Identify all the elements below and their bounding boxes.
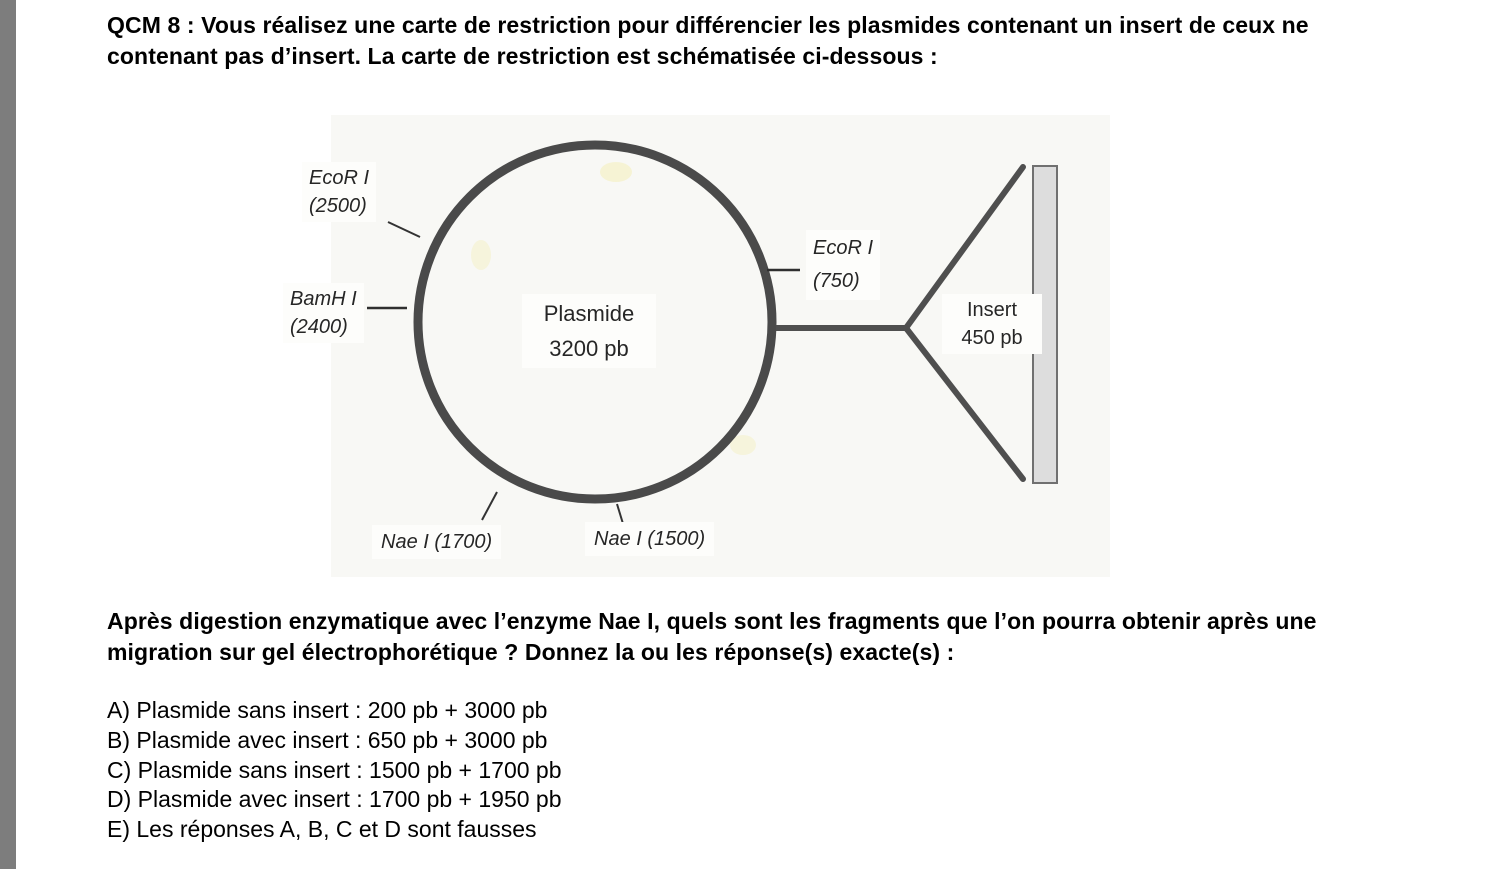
label-insert-name: Insert — [966, 299, 1018, 321]
question-statement-line2: contenant pas d’insert. La carte de restriction est schématisée ci-dessous : — [107, 43, 938, 69]
label-bamh1-2400-pos: (2400) — [290, 316, 348, 338]
question-statement — [107, 10, 1309, 72]
ecor1-2500-tick — [388, 222, 420, 237]
label-ecor1-750 — [806, 230, 880, 300]
label-ecor1-750-pos: (750) — [813, 270, 860, 292]
label-plasmid — [522, 294, 656, 368]
option-e: E) Les réponses A, B, C et D sont fausses — [107, 816, 537, 843]
page-edge-strip — [0, 0, 16, 869]
answer-options — [107, 696, 562, 845]
question-prompt — [107, 606, 1317, 668]
question-prompt-line1: Après digestion enzymatique avec l’enzyme Nae I, quels sont les fragments que l’on pourra obtenir après une — [107, 608, 1317, 634]
label-bamh1-2400-name: BamH I — [290, 288, 357, 310]
nae1-1700-tick — [482, 492, 497, 520]
label-ecor1-2500-pos: (2500) — [309, 195, 367, 217]
label-insert — [942, 294, 1042, 354]
label-plasmid-size: 3200 pb — [549, 336, 629, 361]
label-ecor1-750-name: EcoR I — [813, 237, 874, 259]
option-d: D) Plasmide avec insert : 1700 pb + 1950 pb — [107, 786, 562, 813]
option-a: A) Plasmide sans insert : 200 pb + 3000 pb — [107, 697, 548, 723]
option-c: C) Plasmide sans insert : 1500 pb + 1700 pb — [107, 756, 562, 783]
label-nae1-1500: Nae I (1500) — [585, 522, 714, 556]
label-ecor1-2500 — [302, 162, 376, 222]
label-ecor1-2500-name: EcoR I — [309, 167, 370, 189]
label-nae1-1700: Nae I (1700) — [372, 525, 501, 559]
label-insert-size: 450 pb — [961, 327, 1023, 349]
scan-smudge — [600, 162, 632, 182]
scan-smudge — [471, 240, 491, 270]
label-bamh1-2400 — [283, 283, 364, 343]
label-plasmid-name: Plasmide — [543, 301, 635, 326]
question-prompt-line2: migration sur gel électrophorétique ? Donnez la ou les réponse(s) exacte(s) : — [107, 639, 955, 665]
question-statement-line1: QCM 8 : Vous réalisez une carte de restriction pour différencier les plasmides contenant un insert de ceux ne — [107, 12, 1309, 38]
option-b: B) Plasmide avec insert : 650 pb + 3000 pb — [107, 726, 548, 753]
